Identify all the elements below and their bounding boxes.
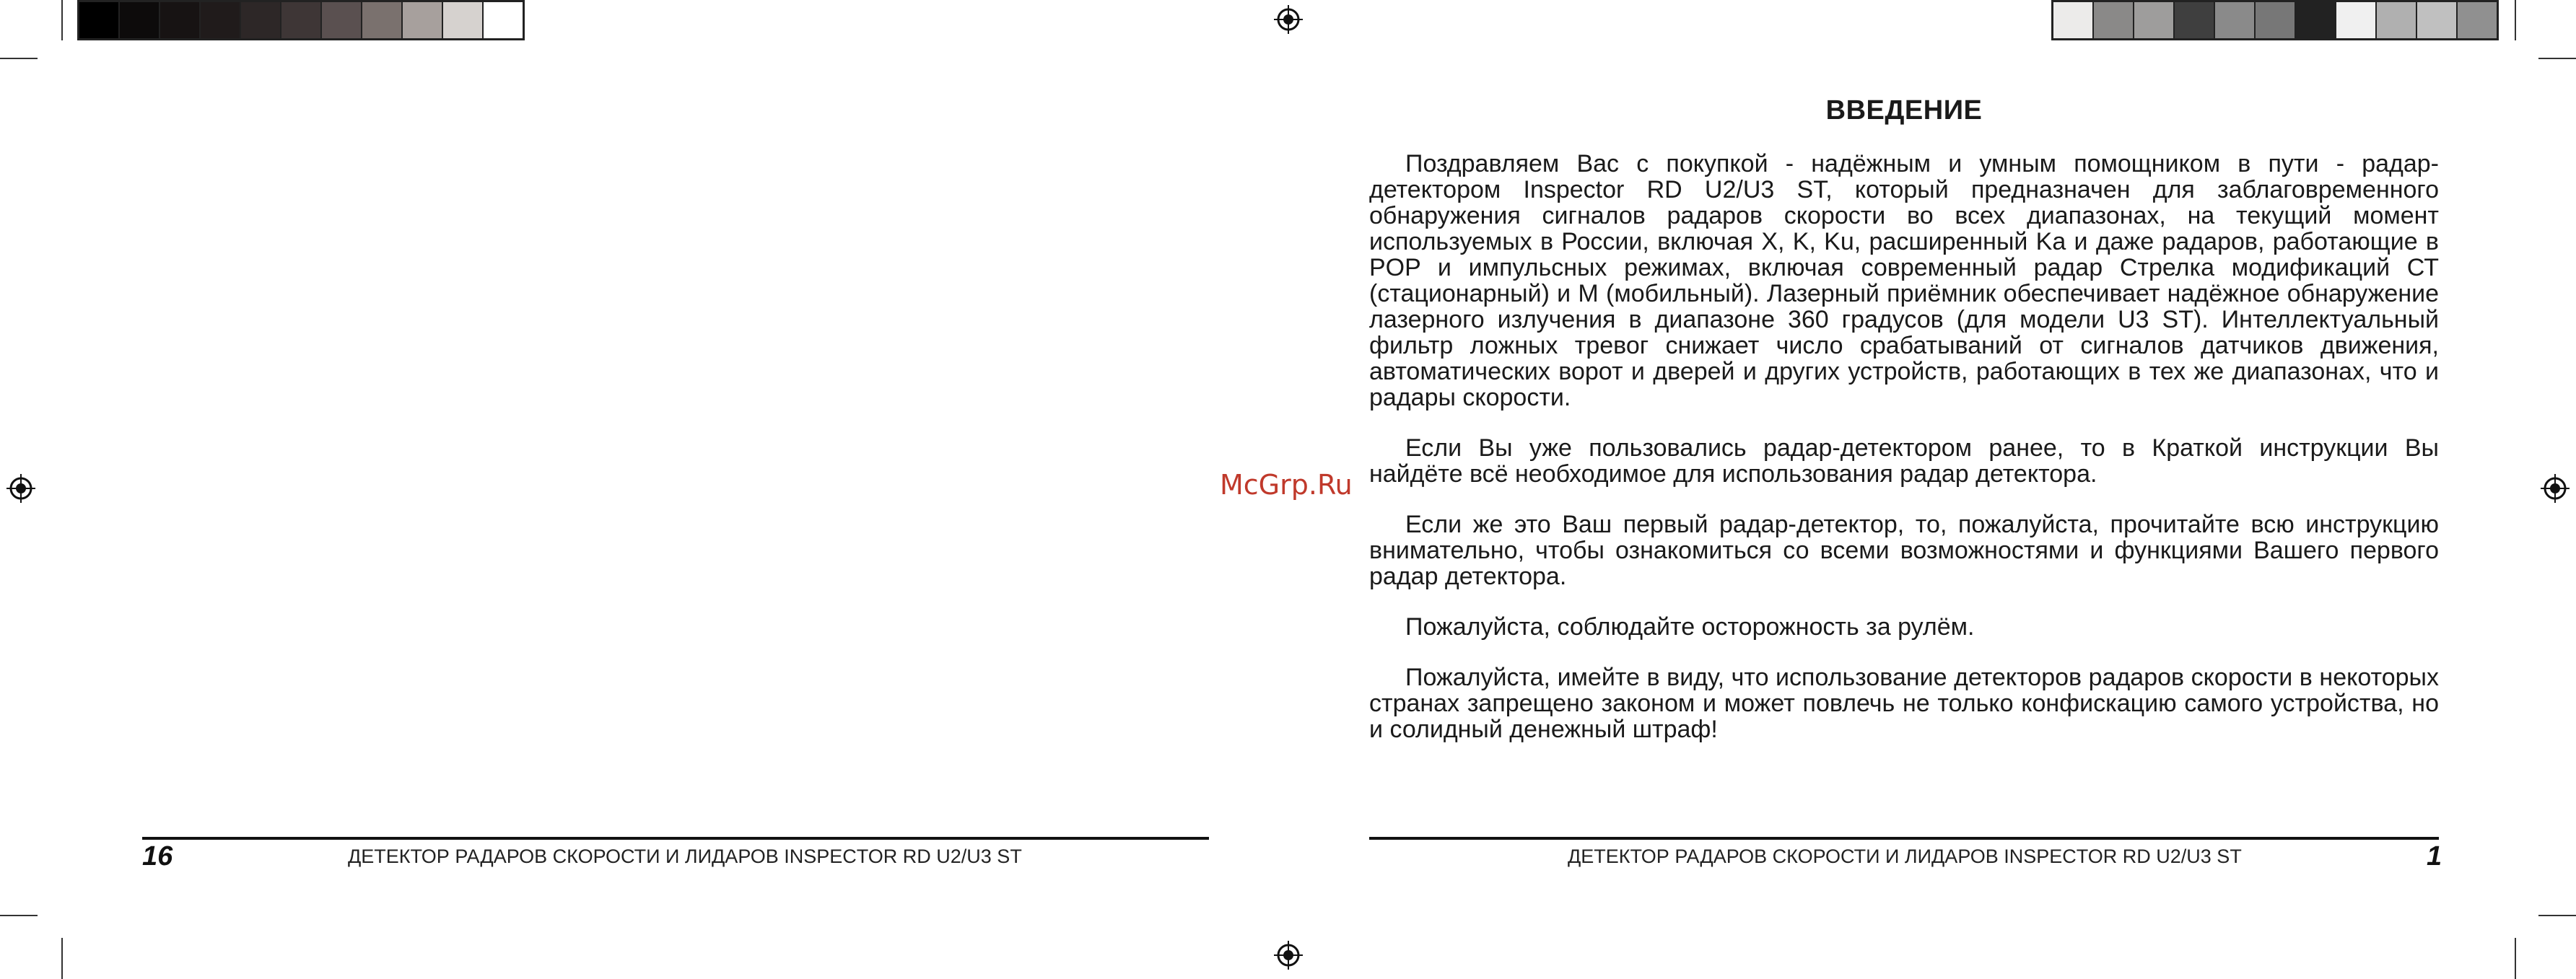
swatch bbox=[2256, 2, 2296, 38]
crop-mark bbox=[0, 58, 38, 59]
swatch bbox=[241, 2, 281, 38]
crop-mark bbox=[61, 938, 63, 979]
swatch bbox=[2458, 2, 2497, 38]
page-content bbox=[1369, 87, 2439, 767]
crop-mark bbox=[2515, 938, 2516, 979]
paragraph: Если же это Ваш первый радар-детектор, то, пожалуйста, прочитайте всю инструкцию внимательно, чтобы ознакомиться со всеми возможностями и функциями Вашего первого радар детектора. bbox=[1369, 511, 2439, 590]
page-number-right: 1 bbox=[2427, 841, 2442, 872]
swatch bbox=[2094, 2, 2134, 38]
footer-title-left: ДЕТЕКТОР РАДАРОВ СКОРОСТИ И ЛИДАРОВ INSPECTOR RD U2/U3 ST bbox=[348, 846, 1022, 867]
footer-rule-left bbox=[142, 837, 1209, 840]
footer-title-right: ДЕТЕКТОР РАДАРОВ СКОРОСТИ И ЛИДАРОВ INSPECTOR RD U2/U3 ST bbox=[1568, 846, 2242, 867]
crop-mark bbox=[0, 915, 38, 916]
swatch bbox=[201, 2, 241, 38]
color-swatch-bar-left bbox=[77, 0, 525, 40]
paragraph: Пожалуйста, имейте в виду, что использование детекторов радаров скорости в некоторых странах запрещено законом и может повлечь не только конфискацию самого устройства, но и солидный денежный штраф! bbox=[1369, 664, 2439, 743]
paragraph: Если Вы уже пользовались радар-детектором ранее, то в Краткой инструкции Вы найдёте всё необходимое для использования радар детектора. bbox=[1369, 434, 2439, 488]
swatch bbox=[2215, 2, 2256, 38]
registration-mark-icon bbox=[1274, 5, 1303, 34]
crop-mark bbox=[61, 0, 63, 40]
page-number-left: 16 bbox=[142, 841, 173, 872]
swatch bbox=[2175, 2, 2215, 38]
swatch bbox=[2134, 2, 2175, 38]
watermark: McGrp.Ru bbox=[1220, 469, 1353, 501]
paragraph: Пожалуйста, соблюдайте осторожность за рулём. bbox=[1405, 613, 1975, 641]
swatch bbox=[2417, 2, 2458, 38]
swatch bbox=[2336, 2, 2377, 38]
registration-mark-icon bbox=[6, 474, 35, 503]
footer-rule-right bbox=[1369, 837, 2439, 840]
swatch bbox=[322, 2, 362, 38]
crop-mark bbox=[2538, 915, 2576, 916]
swatch bbox=[120, 2, 160, 38]
crop-mark bbox=[2538, 58, 2576, 59]
registration-mark-icon bbox=[1274, 941, 1303, 970]
swatch bbox=[443, 2, 484, 38]
swatch bbox=[79, 2, 120, 38]
swatch bbox=[2377, 2, 2417, 38]
swatch bbox=[2296, 2, 2336, 38]
section-title: ВВЕДЕНИЕ bbox=[1825, 95, 1983, 126]
registration-mark-icon bbox=[2541, 474, 2570, 503]
crop-mark bbox=[2515, 0, 2516, 40]
color-swatch-bar-right bbox=[2051, 0, 2499, 40]
swatch bbox=[281, 2, 322, 38]
swatch bbox=[484, 2, 523, 38]
swatch bbox=[160, 2, 201, 38]
swatch bbox=[362, 2, 403, 38]
swatch bbox=[2053, 2, 2094, 38]
paragraph: Поздравляем Вас с покупкой - надёжным и умным помощником в пути - радар-детектором Inspector RD U2/U3 ST, который предназначен для заблаговременного обнаружения сигналов радаров скорости во всех диапазонах, на текущий момент используемых в России, включая X, K, Ku, расширенный Ka и даже радаров, работающие в POP и импульсных режимах, включая современный радар Стрелка модификаций СТ (стационарный) и М (мобильный). Лазерный приёмник обеспечивает надёжное обнаружение лазерного излучения в диапазоне 360 градусов (для модели U3 ST). Интеллектуальный фильтр ложных тревог снижает число срабатываний от сигналов датчиков движения, автоматических ворот и дверей и других устройств, работающих в тех же диапазонах, что и радары скорости. bbox=[1369, 150, 2439, 411]
swatch bbox=[403, 2, 443, 38]
